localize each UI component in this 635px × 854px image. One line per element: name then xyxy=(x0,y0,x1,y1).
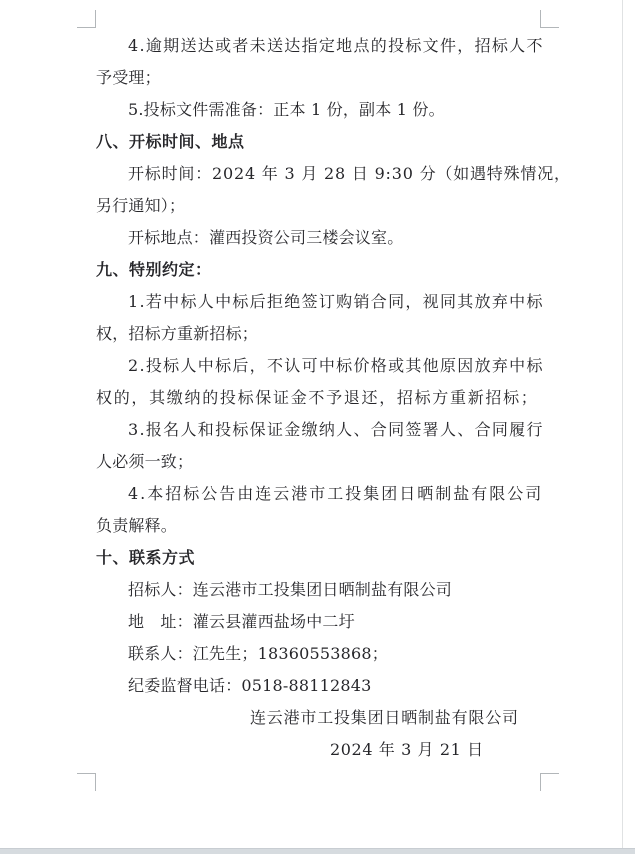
special-term-2-line1: 2.投标人中标后，不认可中标价格或其他原因放弃中标 xyxy=(128,356,544,375)
page-right-edge xyxy=(622,0,623,849)
contact-address: 地 址：灌云县灌西盐场中二圩 xyxy=(128,612,355,631)
special-term-4-line2: 负责解释。 xyxy=(96,516,178,535)
supervision-phone: 纪委监督电话：0518-88112843 xyxy=(128,676,372,695)
crop-mark-bottom-left-icon xyxy=(77,773,96,791)
signature-date: 2024 年 3 月 21 日 xyxy=(330,740,484,759)
bid-opening-location: 开标地点：灌西投资公司三楼会议室。 xyxy=(128,228,404,247)
special-term-3-line2: 人必须一致； xyxy=(96,452,194,471)
special-term-3-line1: 3.报名人和投标保证金缴纳人、合同签署人、合同履行 xyxy=(128,420,544,439)
page-bottom-edge xyxy=(0,848,635,854)
heading-section-9: 九、特别约定： xyxy=(96,260,212,279)
crop-mark-bottom-right-icon xyxy=(540,773,559,791)
special-term-1-line1: 1.若中标人中标后拒绝签订购销合同，视同其放弃中标 xyxy=(128,292,544,311)
special-term-2-line2: 权的，其缴纳的投标保证金不予退还，招标方重新招标； xyxy=(96,388,539,407)
crop-mark-top-right-icon xyxy=(540,10,559,28)
special-term-4-line1: 4.本招标公告由连云港市工投集团日晒制盐有限公司 xyxy=(128,484,544,503)
signature-company: 连云港市工投集团日晒制盐有限公司 xyxy=(250,708,519,727)
heading-section-8: 八、开标时间、地点 xyxy=(96,132,245,151)
clause-4-line2: 予受理； xyxy=(96,68,161,87)
special-term-1-line2: 权，招标方重新招标； xyxy=(96,324,259,343)
bid-opening-time-line1: 开标时间：2024 年 3 月 28 日 9:30 分（如遇特殊情况， xyxy=(128,164,571,183)
contact-person: 联系人：江先生；18360553868； xyxy=(128,644,388,663)
crop-mark-top-left-icon xyxy=(77,10,96,28)
contact-tenderer: 招标人：连云港市工投集团日晒制盐有限公司 xyxy=(128,580,453,599)
heading-section-10: 十、联系方式 xyxy=(96,548,196,567)
clause-5: 5.投标文件需准备：正本 1 份，副本 1 份。 xyxy=(128,100,445,119)
clause-4-line1: 4.逾期送达或者未送达指定地点的投标文件，招标人不 xyxy=(128,36,544,55)
document-body xyxy=(96,30,571,766)
bid-opening-time-line2: 另行通知）； xyxy=(96,196,186,215)
